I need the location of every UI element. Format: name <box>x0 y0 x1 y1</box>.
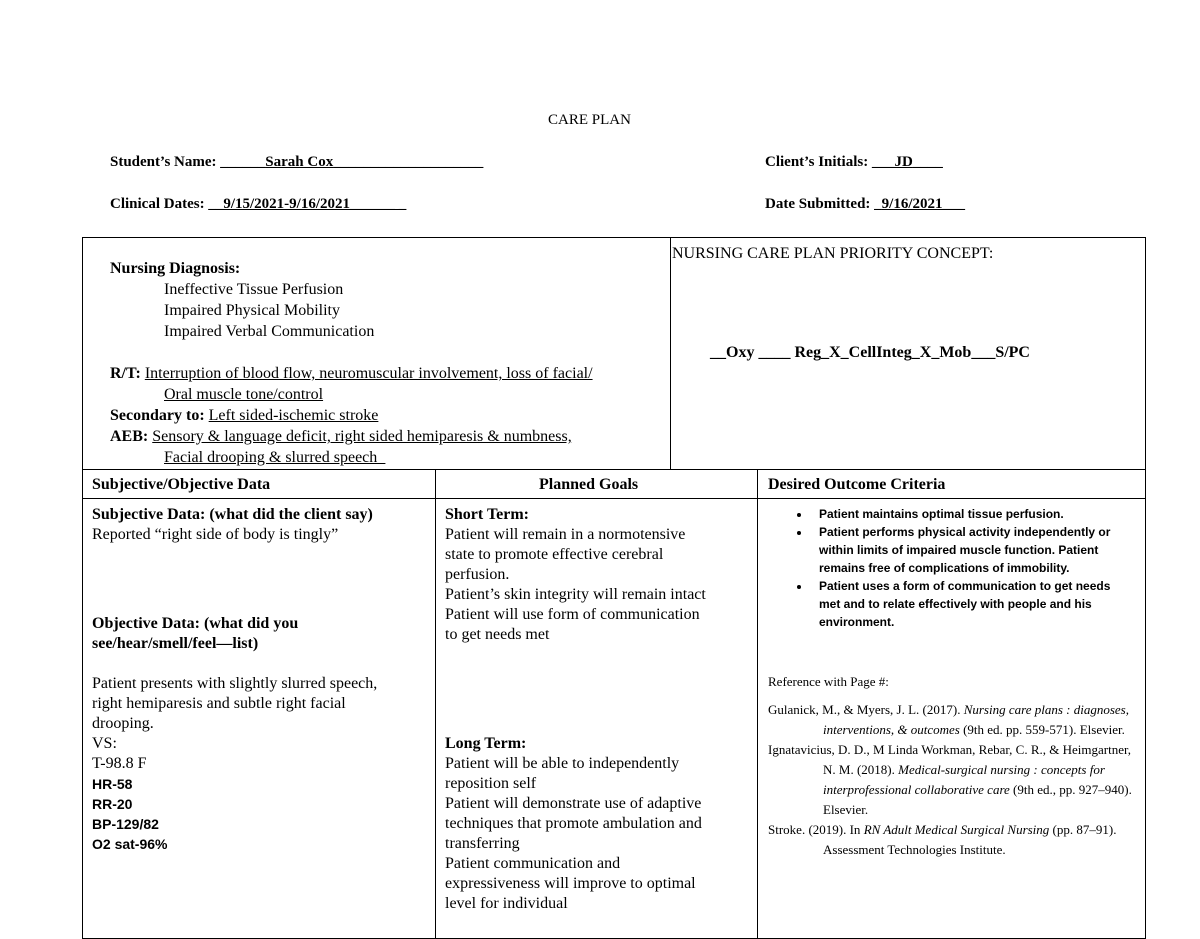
vital-bp: BP-129/82 <box>92 816 159 832</box>
diagnosis-item: Impaired Physical Mobility <box>164 302 340 319</box>
short-term-line: to get needs met <box>445 626 550 643</box>
nursing-diagnosis-label: Nursing Diagnosis: <box>110 260 241 277</box>
column-header-goals: Planned Goals <box>539 476 639 493</box>
long-term-line: reposition self <box>445 775 537 792</box>
objective-text-1: Patient presents with slightly slurred speech, <box>92 675 378 692</box>
outcome-item: • Patient uses a form of communication to get needs met and to relate effectively with people and his environment. <box>811 577 1133 631</box>
diagnosis-item: Impaired Verbal Communication <box>164 323 375 340</box>
objective-label-1: Objective Data: (what did you <box>92 615 299 632</box>
student-name-value: ______Sarah Cox____________________ <box>220 154 484 170</box>
date-submitted-field <box>765 196 965 213</box>
column-header-outcomes: Desired Outcome Criteria <box>768 476 946 493</box>
vital-o2: O2 sat-96% <box>92 836 168 852</box>
secondary-to-line: Secondary to: Left sided-ischemic stroke <box>110 407 379 424</box>
clinical-dates-label: Clinical Dates: <box>110 196 205 212</box>
diagnosis-divider <box>670 237 671 469</box>
reference-label: Reference with Page #: <box>768 674 889 689</box>
client-initials-value: ___JD____ <box>871 154 943 170</box>
long-term-line: transferring <box>445 835 520 852</box>
objective-text-2: right hemiparesis and subtle right facial <box>92 695 346 712</box>
date-submitted-value: _9/16/2021___ <box>874 196 966 212</box>
long-term-line: techniques that promote ambulation and <box>445 815 702 832</box>
references-section <box>768 672 1136 860</box>
long-term-line: Patient communication and <box>445 855 621 872</box>
objective-text-3: drooping. <box>92 715 154 732</box>
priority-concept-label: NURSING CARE PLAN PRIORITY CONCEPT: <box>672 245 994 262</box>
header-row-divider <box>82 498 1146 499</box>
short-term-line: perfusion. <box>445 566 510 583</box>
date-submitted-label: Date Submitted: <box>765 196 871 212</box>
client-initials-label: Client’s Initials: <box>765 154 869 170</box>
outcome-list <box>773 505 1133 631</box>
planned-goals-cell <box>445 505 750 645</box>
long-term-label: Long Term: <box>445 735 527 752</box>
outcome-criteria-cell <box>773 505 1133 631</box>
short-term-line: Patient will use form of communication <box>445 606 700 623</box>
vital-temp: T-98.8 F <box>92 755 147 772</box>
short-term-line: Patient’s skin integrity will remain intact <box>445 586 706 603</box>
long-term-line: Patient will be able to independently <box>445 755 680 772</box>
student-name-label: Student’s Name: <box>110 154 217 170</box>
objective-label-2: see/hear/smell/feel—list) <box>92 635 259 652</box>
short-term-label: Short Term: <box>445 506 529 523</box>
student-name-field <box>110 154 483 171</box>
long-term-line: level for individual <box>445 895 568 912</box>
priority-concepts: __Oxy ____ Reg_X_CellInteg_X_Mob___S/PC <box>710 344 1030 361</box>
related-to-continued: Oral muscle tone/control <box>164 386 324 403</box>
outcome-item: • Patient performs physical activity independently or within limits of impaired muscle function. Patient remains free of complications of immobility. <box>811 523 1133 577</box>
aeb-line: AEB: Sensory & language deficit, right sided hemiparesis & numbness, <box>110 428 572 445</box>
reference-item: Ignatavicius, D. D., M Linda Workman, Rebar, C. R., & Heimgartner, N. M. (2018). Medical-surgical nursing : concepts for interprofessional collaborative care (9th ed., pp. 927–940). Elsevier. <box>768 742 1132 817</box>
subjective-text: Reported “right side of body is tingly” <box>92 526 339 543</box>
vs-label: VS: <box>92 735 117 752</box>
long-term-line: expressiveness will improve to optimal <box>445 875 696 892</box>
subjective-label: Subjective Data: (what did the client say) <box>92 506 373 523</box>
short-term-line: state to promote effective cerebral <box>445 546 664 563</box>
column-divider <box>757 469 758 939</box>
subjective-objective-cell <box>92 505 428 854</box>
long-term-goals <box>445 734 750 914</box>
vital-hr: HR-58 <box>92 776 133 792</box>
aeb-continued: Facial drooping & slurred speech_ <box>164 449 386 466</box>
long-term-line: Patient will demonstrate use of adaptive <box>445 795 702 812</box>
client-initials-field <box>765 154 943 171</box>
reference-item: Stroke. (2019). In RN Adult Medical Surgical Nursing (pp. 87–91). Assessment Technologies Institute. <box>768 822 1117 857</box>
column-header-data: Subjective/Objective Data <box>92 476 271 493</box>
diagnosis-item: Ineffective Tissue Perfusion <box>164 281 344 298</box>
nursing-diagnosis-section <box>110 258 670 468</box>
reference-item: Gulanick, M., & Myers, J. L. (2017). Nursing care plans : diagnoses, interventions, & outcomes (9th ed. pp. 559-571). Elsevier. <box>768 702 1129 737</box>
short-term-line: Patient will remain in a normotensive <box>445 526 686 543</box>
outcome-item: • Patient maintains optimal tissue perfusion. <box>811 505 1133 523</box>
related-to-line: R/T: Interruption of blood flow, neuromuscular involvement, loss of facial/ <box>110 365 593 382</box>
clinical-dates-field <box>110 196 406 213</box>
vital-rr: RR-20 <box>92 796 133 812</box>
clinical-dates-value: __9/15/2021-9/16/2021______ _ <box>208 196 407 212</box>
page-title: CARE PLAN <box>548 112 631 128</box>
column-divider <box>435 469 436 939</box>
